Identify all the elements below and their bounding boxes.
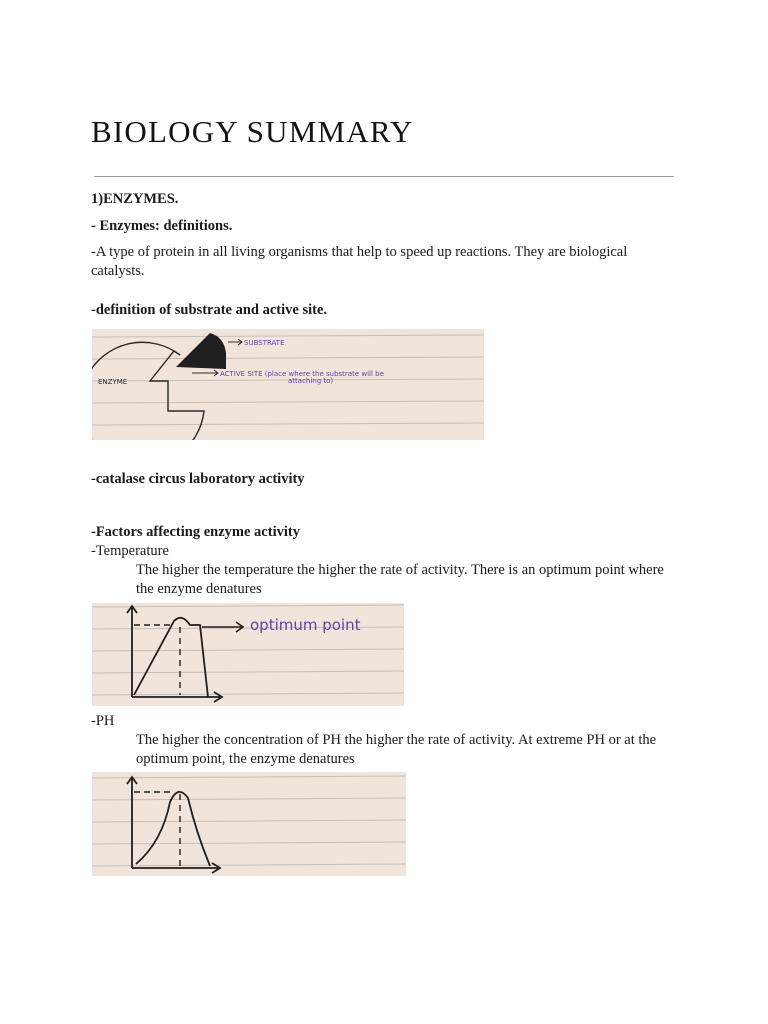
- temperature-sketch-drawing: [92, 603, 404, 706]
- catalase-heading: -catalase circus laboratory activity: [91, 471, 305, 487]
- substrate-label: SUBSTRATE: [244, 339, 285, 347]
- enzyme-sketch-image: [92, 329, 484, 440]
- ph-sketch-image: [92, 772, 406, 876]
- temperature-label: -Temperature: [91, 543, 169, 559]
- optimum-label: optimum point: [250, 616, 361, 634]
- ph-label: -PH: [91, 713, 115, 729]
- active-site-label-cont: attaching to): [288, 377, 334, 385]
- definitions-heading: - Enzymes: definitions.: [91, 218, 233, 234]
- substrate-heading: -definition of substrate and active site.: [91, 302, 328, 318]
- ph-sketch-drawing: [92, 772, 406, 876]
- temperature-text: The higher the temperature the higher the rate of activity. There is an optimum point where the enzyme denatures: [136, 562, 664, 597]
- temperature-sketch-image: [92, 603, 404, 706]
- title-divider: [94, 176, 674, 177]
- enzyme-sketch-drawing: [92, 329, 484, 440]
- factors-heading: -Factors affecting enzyme activity: [91, 524, 300, 540]
- enzyme-label: ENZYME: [98, 378, 128, 386]
- section-heading: 1)ENZYMES.: [91, 191, 179, 207]
- active-site-label: ACTIVE SITE (place where the substrate will be: [220, 370, 384, 378]
- ph-text: The higher the concentration of PH the higher the rate of activity. At extreme PH or at the optimum point, the enzyme denatures: [136, 732, 657, 767]
- definitions-text: -A type of protein in all living organisms that help to speed up reactions. They are biological catalysts.: [91, 244, 628, 279]
- page-title: BIOLOGY SUMMARY: [91, 114, 414, 149]
